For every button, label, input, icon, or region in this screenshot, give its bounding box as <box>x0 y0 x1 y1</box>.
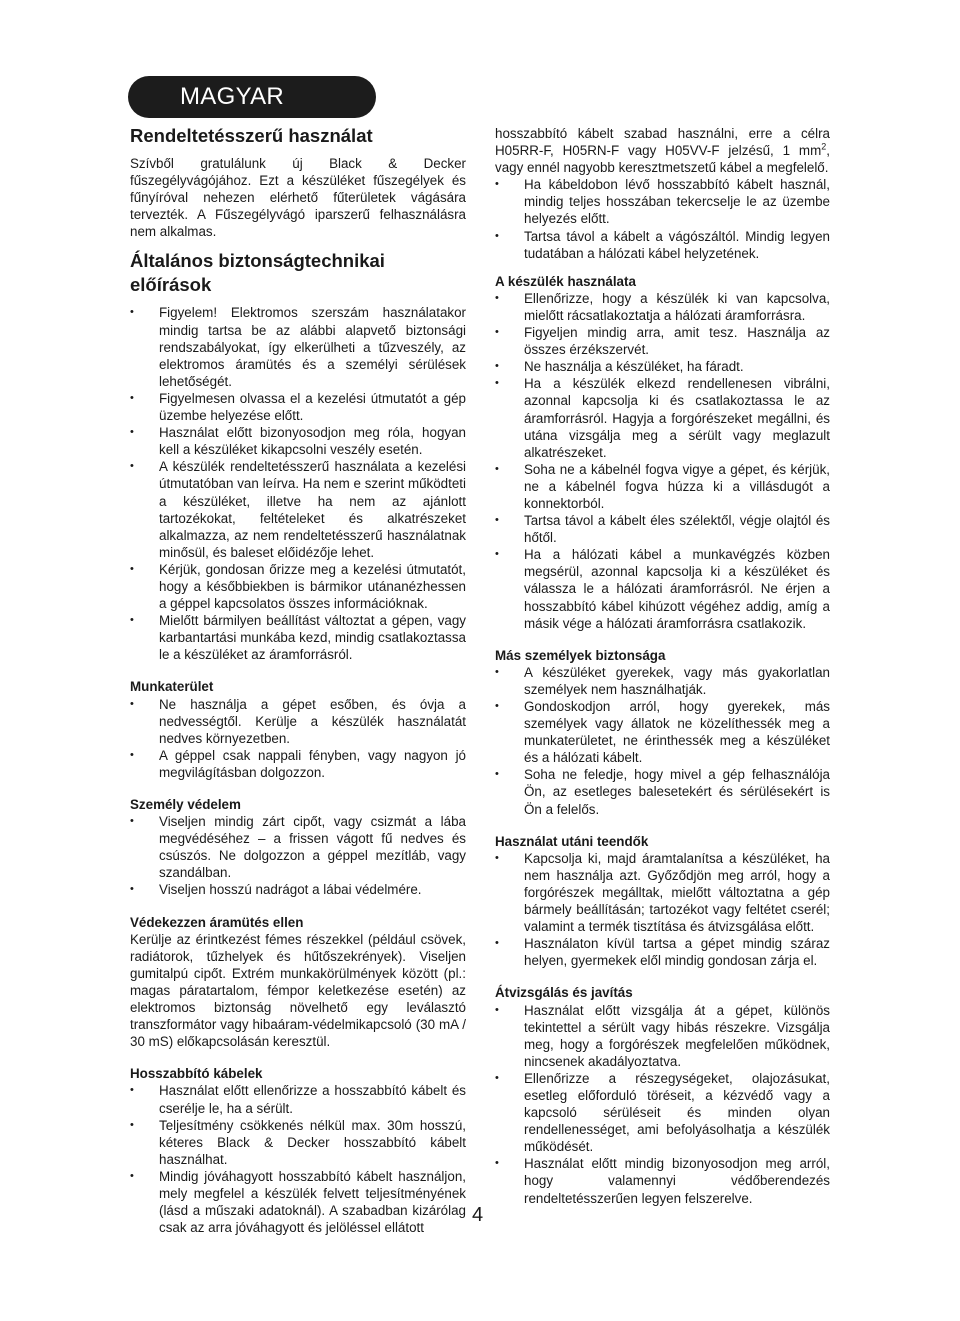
continuation-text-end: , vagy ennél nagyobb keresztmetszetű kábel a megfelelő. <box>495 143 830 176</box>
personal-protection-title: Személy védelem <box>130 797 241 812</box>
list-item: • Használat előtt ellenőrizze a hosszabbító kábelt és cserélje le, ha a sérült. <box>130 1082 466 1116</box>
list-item: • Ne használja a gépet esőben, és óvja a nedvességtől. Kerülje a készülék használatát nedves környezetben. <box>130 696 466 747</box>
intended-use-title: Rendeltetésszerű használat <box>130 125 373 146</box>
list-item: • Ha a készülék elkezd rendellenesen vibrálni, azonnal kapcsolja ki és csatlakoztassa le az áramforrásról. Hagyja a forgórészeket megállni, és utána vizsgálja meg a sérült vagy meglazult alkatrészeket. <box>495 375 830 460</box>
extension-cable-continuation <box>495 125 830 176</box>
after-use-title: Használat utáni teendők <box>495 833 649 849</box>
work-area-list <box>130 696 466 781</box>
list-item: • A készüléket gyerekek, vagy más gyakorlatlan személyek nem használhatják. <box>495 664 830 698</box>
list-item: • Használat előtt mindig bizonyosodjon meg arról, hogy valamennyi védőberendezés rendeltetésszerűen legyen felszerelve. <box>495 1155 830 1206</box>
list-item: • A géppel csak nappali fényben, vagy nagyon jó megvilágításban dolgozzon. <box>130 747 466 781</box>
inspection-list <box>495 1002 830 1207</box>
general-safety-list <box>130 304 466 663</box>
language-badge <box>128 76 376 118</box>
list-item: • Mindig jóváhagyott hosszabbító kábelt használjon, mely megfelel a készülék felvett teljesítményének (lásd a műszaki adatoknál). A szabadban kizárólag csak az arra jóváhagyott és jelöléssel ellátott <box>130 1168 466 1236</box>
extension-continuation-list <box>495 176 830 261</box>
electric-shock-text: Kerülje az érintkezést fémes részekkel (például csövek, radiátorok, tűzhelyek és hűtőszekrények). Viseljen gumitalpú cipőt. Extrém munkakörülmények között (pl.: magas páratartalom, fémpor keletkezése esetén) az elektromos biztonság növelhető egy leválasztó transzformátor vagy hibaáram-védelmikapcsoló (30 mA / 30 mS) előkapcsolásán keresztül. <box>130 931 466 1050</box>
language-label: MAGYAR <box>180 83 285 110</box>
list-item: • Viseljen mindig zárt cipőt, vagy csizmát a lába megvédéséhez – a frissen vágott fű nedves és csúszós. Ne dolgozzon a géppel mezítláb, vagy szandálban. <box>130 813 466 881</box>
list-item: • Használat előtt bizonyosodjon meg róla, hogyan kell a készüléket kikapcsolni veszély esetén. <box>130 424 466 458</box>
device-use-list <box>495 290 830 632</box>
list-item: • Figyelem! Elektromos szerszám használatakor mindig tartsa be az alábbi alapvető biztonsági rendszabályokat, így elkerülheti a tűzveszély, az elektromos áramütés és a személyi sérülések lehetőségét. <box>130 304 466 389</box>
list-item: • Viseljen hosszú nadrágot a lábai védelmére. <box>130 881 466 898</box>
list-item: • Használat előtt vizsgálja át a gépet, különös tekintettel a sérült vagy hibás részekre. Vizsgálja meg, hogy a forgórészek megfelelően működnek, nincsenek akadályoztatva. <box>495 1002 830 1070</box>
others-safety-list <box>495 664 830 818</box>
left-column <box>130 124 466 1236</box>
list-item: • Ellenőrizze a részegységeket, olajozásukat, esetleg előforduló töréseit, a kézvédő vagy a kapcsoló sérüléseit és minden olyan rendellenességet, ami befolyásolhatja a készülék működését. <box>495 1070 830 1155</box>
list-item: • Ha kábeldobon lévő hosszabbító kábelt használ, mindig teljes hosszában tekercselje le az üzembe helyezés előtt. <box>495 176 830 227</box>
continuation-text: hosszabbító kábelt szabad használni, erre a célra H05RR-F, H05RN-F vagy H05VV-F jelzésű, 1 mm <box>495 126 830 159</box>
general-safety-title: Általános biztonságtechnikai előírások <box>130 250 385 296</box>
list-item: • Ne használja a készüléket, ha fáradt. <box>495 358 830 375</box>
page-number: 4 <box>472 1204 484 1226</box>
list-item: • Ha a hálózati kábel a munkavégzés közben megsérül, azonnal kapcsolja ki a készüléket és válassza le a hálózati áramforrásról. Ne érjen a hosszabbító kábel kihúzott végéhez addig, amíg a másik vége a hálózati áramforrásra csatlakozik. <box>495 546 830 631</box>
others-safety-title: Más személyek biztonsága <box>495 647 666 663</box>
electric-shock-title: Védekezzen áramütés ellen <box>130 914 304 930</box>
list-item: • Tartsa távol a kábelt éles szélektől, végje olajtól és hőtől. <box>495 512 830 546</box>
device-use-title: A készülék használata <box>495 273 636 289</box>
right-column <box>495 125 830 1207</box>
list-item: • Figyelmesen olvassa el a kezelési útmutatót a gép üzembe helyezése előtt. <box>130 390 466 424</box>
extension-cables-title: Hosszabbító kábelek <box>130 1066 263 1082</box>
list-item: • Használaton kívül tartsa a gépet mindig száraz helyen, gyermekek elől mindig gondosan zárja el. <box>495 935 830 969</box>
list-item: • A készülék rendeltetésszerű használata a kezelési útmutatóban van leírva. Ha nem e szerint működteti a készüléket, illetve ha nem az ajánlott tartozékokat, feltételeket és alkatrészeket alkalmazza, az nem rendeltetésszerű használatnak minősül, és baleset előidézője lehet. <box>130 458 466 561</box>
list-item: • Mielőtt bármilyen beállítást változtat a gépen, vagy karbantartási munkába kezd, mindig csatlakoztassa le a készüléket az áramforrásról. <box>130 612 466 663</box>
list-item: • Kapcsolja ki, majd áramtalanítsa a készüléket, ha nem használja azt. Győződjön meg arról, hogy a forgórészek megálltak, mielőtt változtatna a gép bármely beállításán; tartozékot vagy feltétet cserél; valamint a termék tisztítása és átvizsgálása előtt. <box>495 850 830 935</box>
extension-cables-list <box>130 1082 466 1236</box>
work-area-title: Munkaterület <box>130 679 214 695</box>
list-item: • Teljesítmény csökkenés nélkül max. 30m hosszú, kéteres Black & Decker hosszabbító kábelt használhat. <box>130 1117 466 1168</box>
list-item: • Kérjük, gondosan őrizze meg a kezelési útmutatót, hogy a későbbiekben is bármikor utánanézhessen a géppel kapcsolatos összes információknak. <box>130 561 466 612</box>
superscript: 2 <box>821 141 827 152</box>
list-item: • Figyeljen mindig arra, amit tesz. Használja az összes érzékszervét. <box>495 324 830 358</box>
inspection-title: Átvizsgálás és javítás <box>495 985 633 1001</box>
personal-protection-list <box>130 813 466 898</box>
list-item: • Gondoskodjon arról, hogy gyerekek, más személyek vagy állatok ne közelíthessék meg a munkaterületet, ne érinthessék meg a készüléket és a hálózati kábelt. <box>495 698 830 766</box>
list-item: • Ellenőrizze, hogy a készülék ki van kapcsolva, mielőtt rácsatlakoztatja a hálózati áramforrásra. <box>495 290 830 324</box>
after-use-list <box>495 850 830 970</box>
list-item: • Soha ne a kábelnél fogva vigye a gépet, és kérjük, ne a kábelnél fogva húzza ki a villásdugót a konnektorból. <box>495 461 830 512</box>
intended-use-text: Szívből gratulálunk új Black & Decker fűszegélyvágójához. Ezt a készüléket fűszegélyek és fűnyíróval nehezen elérhető fűterületek vágására tervezték. A Fűszegélyvágó iparszerű felhasználásra nem alkalmas. <box>130 156 466 240</box>
list-item: • Tartsa távol a kábelt a vágószáltól. Mindig legyen tudatában a hálózati kábel helyzetének. <box>495 228 830 262</box>
list-item: • Soha ne feledje, hogy mivel a gép felhasználója Ön, az esetleges balesetekért és sérülésekért is Ön a felelős. <box>495 766 830 817</box>
